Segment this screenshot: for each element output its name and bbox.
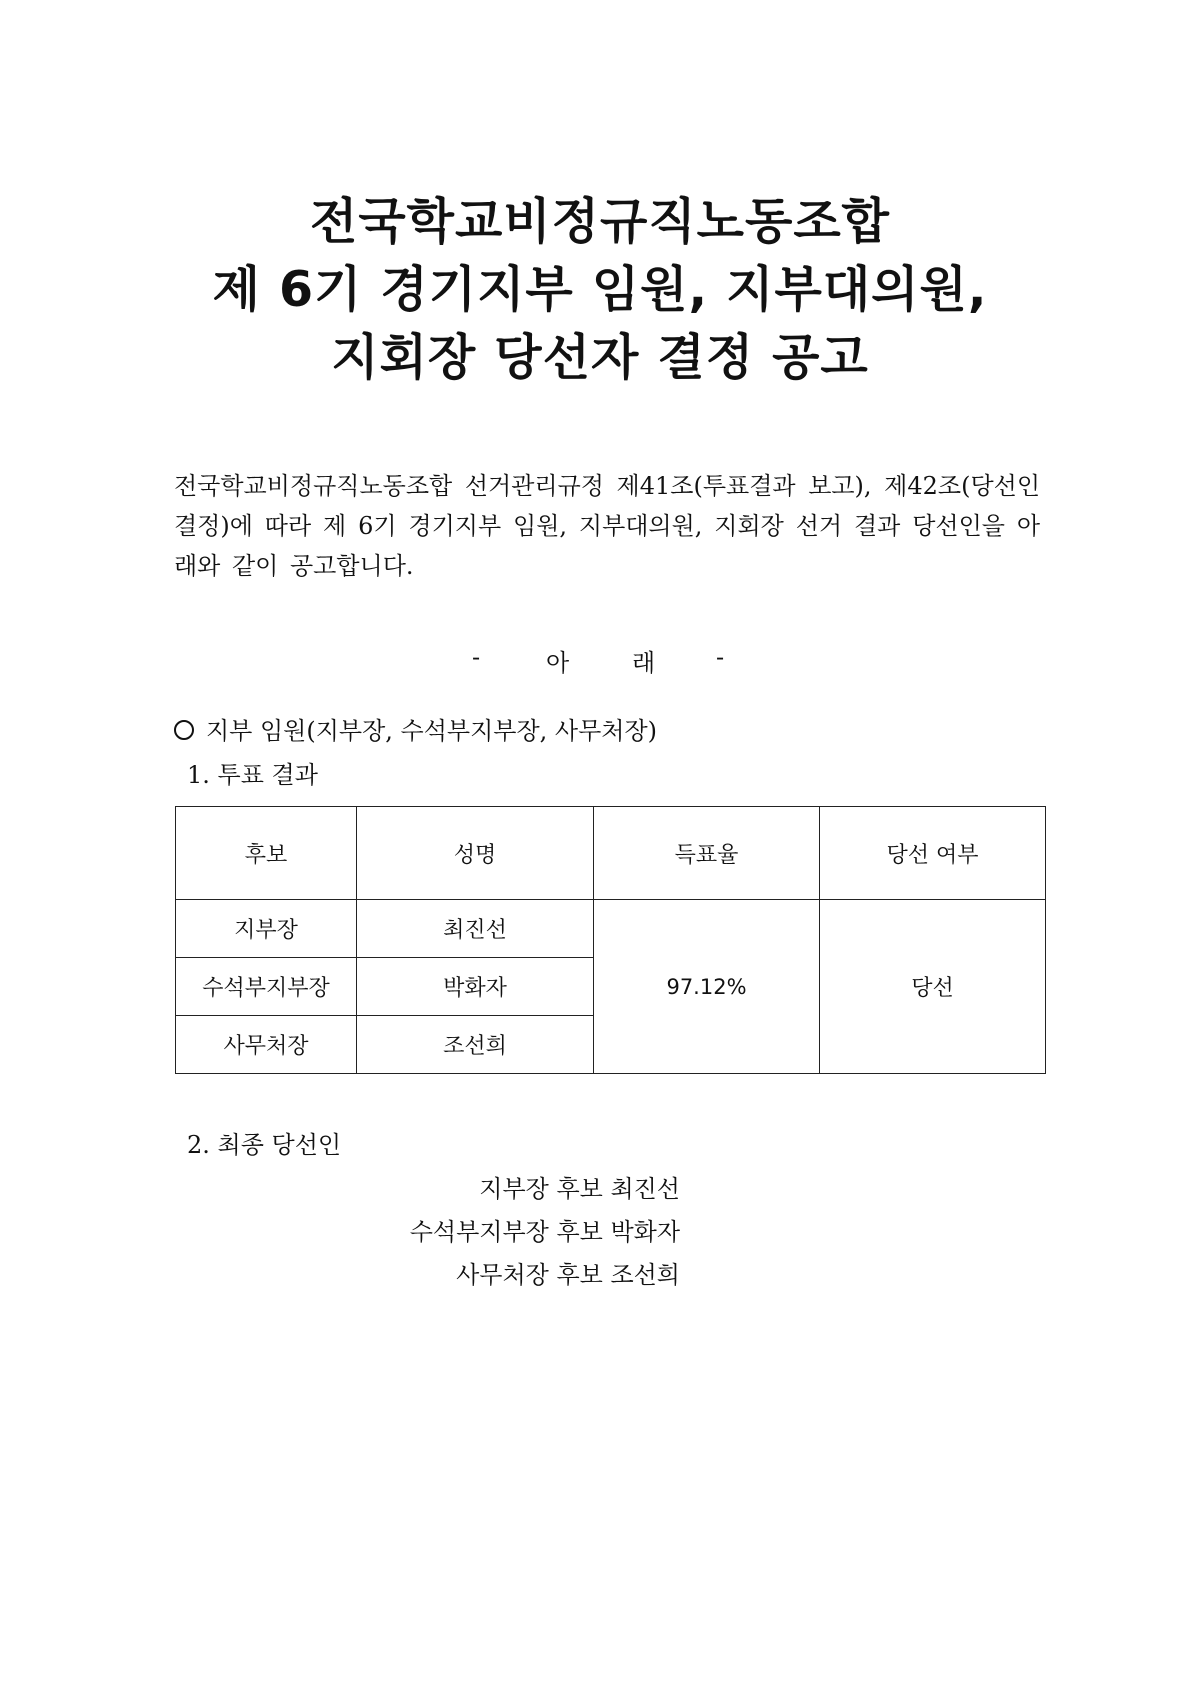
- final-winners-list: [0, 1168, 680, 1297]
- final-winners-heading: 2. 최종 당선인: [187, 1131, 342, 1159]
- section-heading: [174, 713, 657, 749]
- circle-bullet-icon: [174, 720, 194, 740]
- cell-name: 최진선: [357, 900, 594, 958]
- dash-right: -: [716, 643, 725, 671]
- header-candidate: 후보: [176, 807, 357, 900]
- title-line-1: 전국학교비정규직노동조합: [309, 193, 890, 250]
- table-row: [176, 900, 1046, 958]
- cell-position: 사무처장: [176, 1016, 357, 1074]
- winner-line: 사무처장 후보 조선희: [456, 1261, 680, 1289]
- header-result: 당선 여부: [820, 807, 1046, 900]
- table-header-row: [176, 807, 1046, 900]
- intro-paragraph: 전국학교비정규직노동조합 선거관리규정 제41조(투표결과 보고), 제42조(당선인 결정)에 따라 제 6기 경기지부 임원, 지부대의원, 지회장 선거 결과 당선인을 아래와 같이 공고합니다.: [174, 472, 1040, 580]
- cell-position: 지부장: [176, 900, 357, 958]
- vote-result-table: [175, 806, 1046, 1074]
- cell-name: 조선희: [357, 1016, 594, 1074]
- cell-vote-rate: 97.12%: [594, 900, 820, 1074]
- document-title: [0, 188, 1200, 392]
- section-title: 지부 임원(지부장, 수석부지부장, 사무처장): [206, 717, 657, 745]
- winner-line: 수석부지부장 후보 박화자: [409, 1218, 680, 1246]
- notice-marker: [0, 643, 1200, 679]
- marker-char-2: 래: [632, 649, 656, 677]
- vote-result-heading: 1. 투표 결과: [187, 761, 318, 789]
- cell-name: 박화자: [357, 958, 594, 1016]
- header-vote-rate: 득표율: [594, 807, 820, 900]
- title-line-3: 지회장 당선자 결정 공고: [331, 329, 869, 386]
- header-name: 성명: [357, 807, 594, 900]
- title-line-2: 제 6기 경기지부 임원, 지부대의원,: [212, 261, 988, 318]
- winner-line: 지부장 후보 최진선: [479, 1175, 680, 1203]
- dash-left: -: [472, 643, 481, 671]
- cell-result: 당선: [820, 900, 1046, 1074]
- marker-char-1: 아: [546, 649, 570, 677]
- cell-position: 수석부지부장: [176, 958, 357, 1016]
